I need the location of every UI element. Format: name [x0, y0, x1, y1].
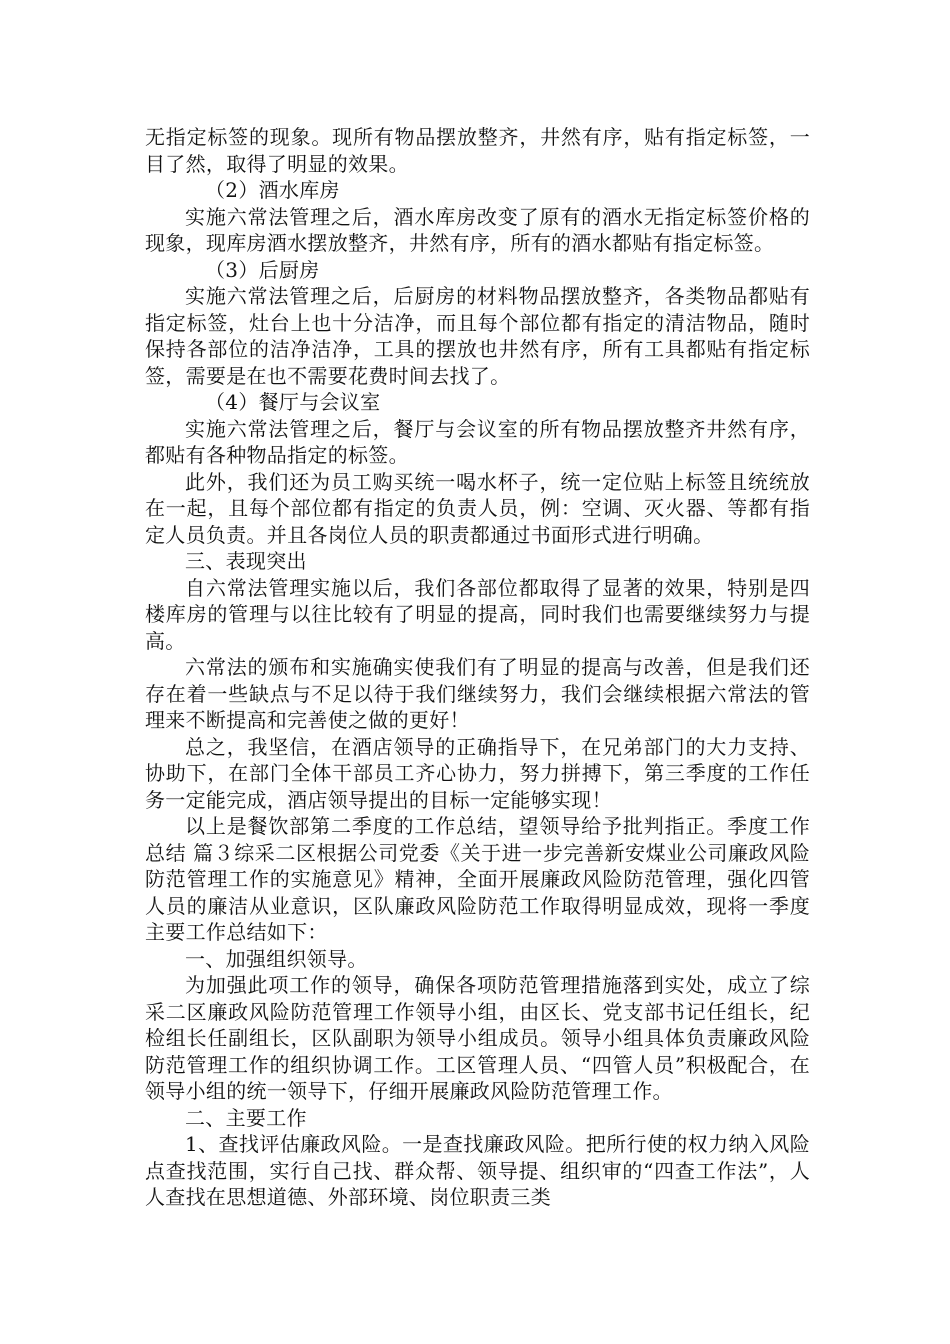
subheading: （2）酒水库房: [205, 178, 340, 202]
subheading: （4）餐厅与会议室: [205, 390, 381, 414]
subheading: （3）后厨房: [205, 257, 320, 282]
section-heading: 三、表现突出: [185, 549, 307, 573]
paragraph: 无指定标签的现象。现所有物品摆放整齐，井然有序，贴有指定标签，一目了然，取得了明显的效果。: [145, 125, 810, 176]
paragraph: 自六常法管理实施以后，我们各部位都取得了显著的效果，特别是四楼库房的管理与以往比较有了明显的提高，同时我们也需要继续努力与提高。: [145, 575, 810, 653]
paragraph: 总之，我坚信，在酒店领导的正确指导下，在兄弟部门的大力支持、协助下，在部门全体干部员工齐心协力，努力拼搏下，第三季度的工作任务一定能完成，酒店领导提出的目标一定能够实现！: [145, 734, 810, 812]
paragraph: 实施六常法管理之后，后厨房的材料物品摆放整齐，各类物品都贴有指定标签，灶台上也十分洁净，而且每个部位都有指定的清洁物品，随时保持各部位的洁净洁净，工具的摆放也井然有序，所有工具都贴有指定标签，需要是在也不需要花费时间去找了。: [145, 284, 810, 388]
document-body: [145, 124, 810, 1211]
paragraph: 实施六常法管理之后，餐厅与会议室的所有物品摆放整齐井然有序，都贴有各种物品指定的标签。: [145, 416, 810, 467]
section-heading: 二、主要工作: [185, 1105, 307, 1130]
section-heading: 一、加强组织领导。: [185, 946, 368, 971]
paragraph: 为加强此项工作的领导，确保各项防范管理措施落到实处，成立了综采二区廉政风险防范管理工作领导小组，由区长、党支部书记任组长，纪检组长任副组长，区队副职为领导小组成员。领导小组具体负责廉政风险防范管理工作的组织协调工作。工区管理人员、“四管人员”积极配合，在领导小组的统一领导下，仔细开展廉政风险防范管理工作。: [145, 973, 810, 1103]
paragraph: 以上是餐饮部第二季度的工作总结，望领导给予批判指正。季度工作总结 篇３综采二区根据公司党委《关于进一步完善新安煤业公司廉政风险防范管理工作的实施意见》精神，全面开展廉政风险防范管理，强化四管人员的廉洁从业意识，区队廉政风险防范工作取得明显成效，现将一季度主要工作总结如下：: [145, 814, 810, 944]
paragraph: 六常法的颁布和实施确实使我们有了明显的提高与改善，但是我们还存在着一些缺点与不足以待于我们继续努力，我们会继续根据六常法的管理来不断提高和完善使之做的更好！: [145, 655, 810, 732]
paragraph: 此外，我们还为员工购买统一喝水杯子，统一定位贴上标签且统统放在一起，且每个部位都有指定的负责人员，例：空调、灭火器、等都有指定人员负责。并且各岗位人员的职责都通过书面形式进行明确。: [145, 469, 810, 547]
paragraph: 1、查找评估廉政风险。一是查找廉政风险。把所行使的权力纳入风险点查找范围，实行自己找、群众帮、领导提、组织审的“四查工作法”，人人查找在思想道德、外部环境、岗位职责三类: [145, 1132, 810, 1209]
paragraph: 实施六常法管理之后，酒水库房改变了原有的酒水无指定标签价格的现象，现库房酒水摆放整齐，井然有序，所有的酒水都贴有指定标签。: [145, 204, 810, 255]
